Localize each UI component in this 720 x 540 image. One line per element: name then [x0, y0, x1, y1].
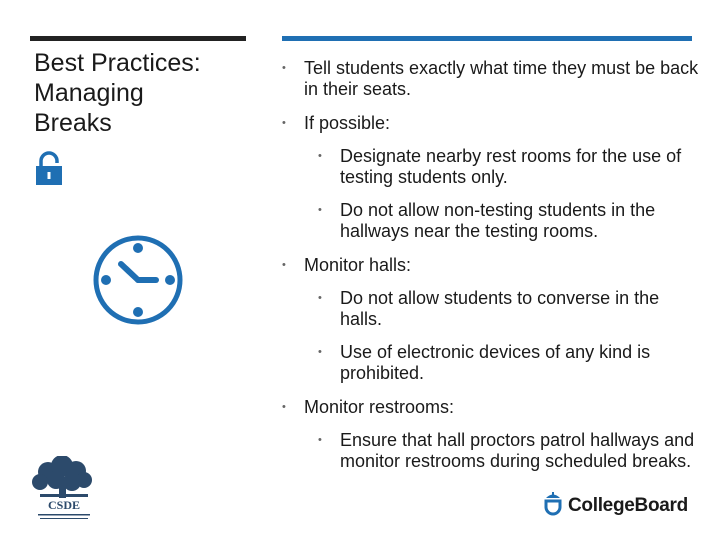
sub-bullet-item	[282, 146, 702, 188]
bullet-marker: •	[282, 62, 286, 74]
bullet-text: Monitor halls:	[304, 255, 412, 275]
csde-logo-text: CSDE	[47, 498, 81, 512]
title-divider	[30, 36, 246, 41]
content-divider	[282, 36, 692, 41]
sub-bullet-item	[282, 288, 702, 330]
sub-bullet-text: Do not allow students to converse in the halls.	[340, 288, 660, 329]
bullet-text: Monitor restrooms:	[304, 397, 455, 417]
bullet-item	[282, 113, 702, 134]
sub-bullet-item	[282, 200, 702, 242]
bullet-text: Tell students exactly what time they must be back in their seats.	[304, 58, 699, 99]
sub-bullet-text: Ensure that hall proctors patrol hallways and monitor restrooms during scheduled breaks.	[340, 430, 695, 471]
bullet-item	[282, 255, 702, 276]
acorn-icon	[542, 490, 564, 520]
lock-icon	[34, 150, 64, 186]
collegeboard-logo	[542, 490, 702, 524]
sub-bullet-item	[282, 430, 702, 472]
sub-bullet-text: Do not allow non-testing students in the hallways near the testing rooms.	[340, 200, 656, 241]
bullet-marker: •	[318, 346, 322, 358]
bullet-marker: •	[318, 292, 322, 304]
csde-logo	[26, 456, 102, 524]
bullet-marker: •	[318, 150, 322, 162]
bullet-marker: •	[282, 259, 286, 271]
sub-bullet-item	[282, 342, 702, 384]
sub-bullet-text: Designate nearby rest rooms for the use of testing students only.	[340, 146, 682, 187]
sub-bullet-text: Use of electronic devices of any kind is prohibited.	[340, 342, 651, 383]
bullet-marker: •	[282, 401, 286, 413]
slide-title: Best Practices: Managing Breaks	[34, 49, 201, 137]
bullet-marker: •	[282, 117, 286, 129]
bullet-text: If possible:	[304, 113, 391, 133]
collegeboard-logo-text: CollegeBoard	[568, 495, 688, 516]
clock-icon	[90, 232, 186, 328]
bullet-marker: •	[318, 434, 322, 446]
bullet-item	[282, 397, 702, 418]
bullet-item	[282, 58, 702, 100]
bullet-marker: •	[318, 204, 322, 216]
bullet-list	[282, 58, 702, 472]
